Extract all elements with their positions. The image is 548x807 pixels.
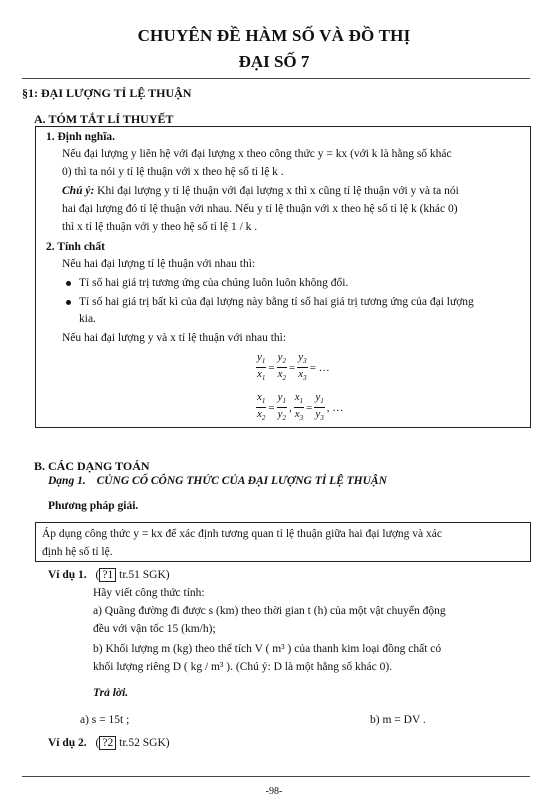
method-line-2: định hệ số tỉ lệ. [42, 546, 113, 558]
page-title-line1: CHUYÊN ĐỀ HÀM SỐ VÀ ĐỒ THỊ [137, 26, 411, 45]
ratio-equation-2: $\frac{x_1}{x_2}$ = $\frac{y_1}{y_2}$ , $\frac{x_1}{x_3}$ = $\frac{y_1}{y_3}$ , … [257, 391, 344, 423]
note-line-1 [62, 184, 459, 198]
note-line-2: hai đại lượng đó tỉ lệ thuận với nhau. Nếu y tỉ lệ thuận với x theo hệ số tỉ lệ k (khác 0) [62, 203, 458, 215]
bullet-icon [66, 281, 71, 286]
example-2-label: Ví dụ 2. [48, 737, 87, 749]
theory-box [35, 126, 531, 428]
question-ref-box: ?1 [99, 568, 116, 582]
property-bullet-2 [66, 295, 474, 309]
note-line-1-text: Khi đại lượng y tỉ lệ thuận với đại lượng x thì x cũng tỉ lệ thuận với y và ta nói [94, 185, 459, 197]
answer-heading: Trả lời. [93, 687, 129, 699]
fraction: $\frac{y_3}{x_3}$ [298, 351, 307, 383]
equation-intro: Nếu hai đại lượng y và x tỉ lệ thuận với nhau thì: [62, 332, 287, 344]
page-title-line2: ĐẠI SỐ 7 [238, 52, 310, 71]
example-2-ref-text: tr.52 SGK) [116, 737, 170, 749]
property-heading: 2. Tính chất [46, 241, 105, 253]
example-1-a-line-1: a) Quãng đường đi được s (km) theo thời gian t (h) của một vật chuyển động [93, 605, 446, 617]
answer-b: b) m = DV . [370, 714, 426, 726]
part-b-heading: B. CÁC DẠNG TOÁN [34, 459, 150, 473]
answer-a: a) s = 15t ; [80, 714, 130, 726]
dang1-label: Dạng 1. [48, 475, 86, 487]
method-line-1: Áp dụng công thức y = kx để xác định tương quan tỉ lệ thuận giữa hai đại lượng và xác [42, 528, 442, 540]
ratio-equation-1: $\frac{y_1}{x_1}$ = $\frac{y_2}{x_2}$ = $\frac{y_3}{x_3}$ = … [257, 351, 330, 383]
definition-line-1: Nếu đại lượng y liên hệ với đại lượng x theo công thức y = kx (với k là hằng số khác [62, 148, 452, 160]
property-bullet-1 [66, 276, 348, 290]
example-1-label: Ví dụ 1. [48, 569, 87, 581]
fraction: $\frac{y_1}{x_1}$ [257, 351, 266, 383]
definition-line-2: 0) thì ta nói y tỉ lệ thuận với x theo hệ số tỉ lệ k . [62, 166, 284, 178]
dang1-title: CỦNG CỐ CÔNG THỨC CỦA ĐẠI LƯỢNG TỈ LỆ THUẬN [96, 475, 387, 487]
example-2-heading [48, 736, 170, 750]
example-1-intro: Hãy viết công thức tính: [93, 587, 205, 599]
section-heading: §1: ĐẠI LƯỢNG TỈ LỆ THUẬN [22, 86, 192, 100]
example-1-b-line-1: b) Khối lượng m (kg) theo thể tích V ( m³ ) của thanh kim loại đồng chất có [93, 643, 442, 655]
property-bullet-2-text: Tỉ số hai giá trị bất kì của đại lượng này bằng tỉ số hai giá trị tương ứng của đại lượng [79, 296, 474, 308]
note-label: Chú ý: [62, 185, 95, 197]
part-a-heading: A. TÓM TẮT LÍ THUYẾT [34, 112, 174, 126]
definition-heading: 1. Định nghĩa. [46, 131, 116, 143]
example-1-b-line-2: khối lượng riêng D ( kg / m³ ). (Chú ý: D là một hằng số khác 0). [93, 661, 393, 673]
example-1-heading [48, 568, 170, 582]
fraction: $\frac{y_1}{y_2}$ [277, 391, 286, 423]
property-bullet-2-cont: kia. [79, 313, 96, 325]
example-1-ref-open: ( [95, 569, 100, 581]
note-line-3: thì x tỉ lệ thuận với y theo hệ số tỉ lệ 1 / k . [62, 221, 258, 233]
property-intro: Nếu hai đại lượng tỉ lệ thuận với nhau thì: [62, 258, 256, 270]
fraction: $\frac{y_2}{x_2}$ [277, 351, 286, 383]
header-divider [22, 78, 530, 79]
footer-divider [22, 776, 530, 777]
equation-2-tail: , … [326, 401, 344, 414]
example-2-ref-open: ( [95, 737, 100, 749]
fraction: $\frac{y_1}{y_3}$ [315, 391, 324, 423]
fraction: $\frac{x_1}{x_3}$ [294, 391, 304, 423]
equation-1-tail: = … [309, 361, 330, 374]
method-heading: Phương pháp giải. [48, 500, 139, 512]
example-1-a-line-2: đều với vận tốc 15 (km/h); [93, 623, 216, 635]
bullet-icon [66, 300, 71, 305]
question-ref-box: ?2 [99, 736, 116, 750]
property-bullet-1-text: Tỉ số hai giá trị tương ứng của chúng luôn luôn không đổi. [79, 277, 349, 289]
method-box [35, 522, 531, 562]
dang1-heading [48, 475, 387, 487]
fraction: $\frac{x_1}{x_2}$ [257, 391, 266, 423]
page-number: -98- [265, 786, 283, 797]
example-1-ref-text: tr.51 SGK) [116, 569, 170, 581]
